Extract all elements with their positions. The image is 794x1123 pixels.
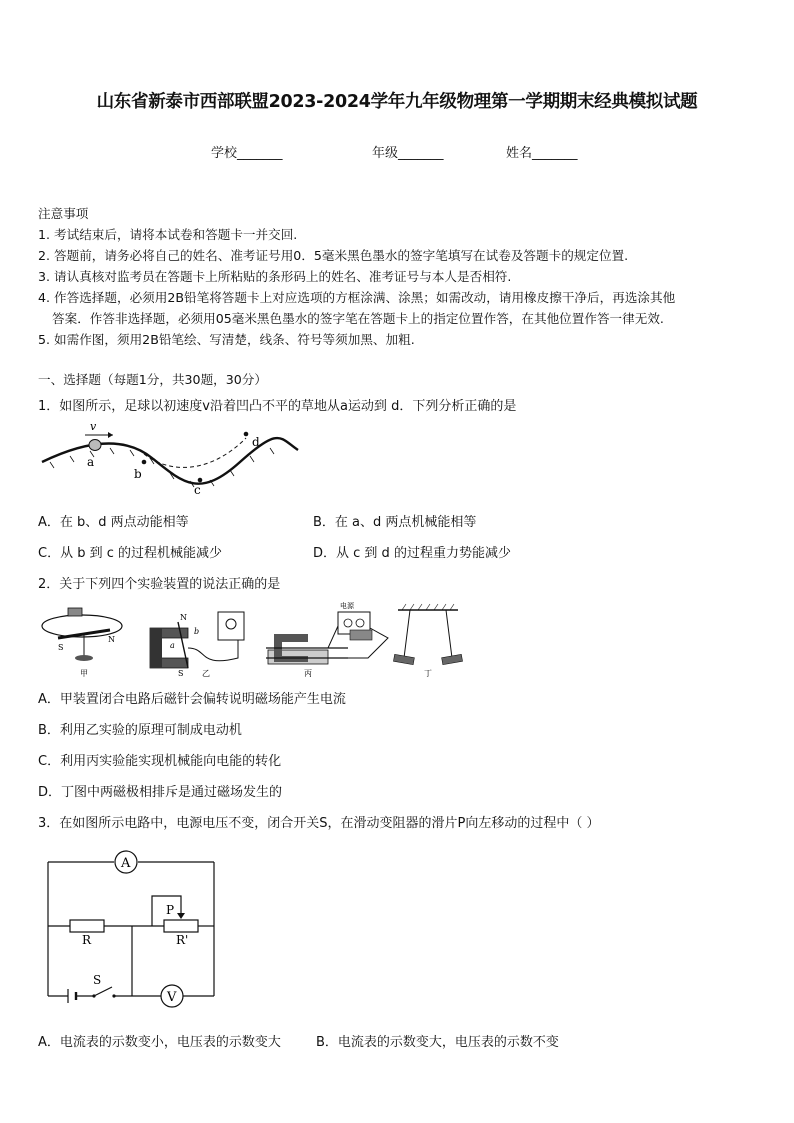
q3-option-b: B．电流表的示数变大，电压表的示数不变: [316, 1035, 559, 1050]
slider-label: P: [166, 903, 175, 917]
label-d: d: [252, 435, 260, 449]
question-3-stem: 3．在如图所示电路中，电源电压不变，闭合开关S，在滑动变阻器的滑片P向左移动的过程中（ ）: [38, 816, 600, 831]
label-n: N: [108, 635, 115, 644]
label-bing: 丙: [304, 669, 312, 678]
school-field: 学校_______: [211, 146, 283, 161]
q2-option-a: A．甲装置闭合电路后磁针会偏转说明磁场能产生电流: [38, 692, 346, 707]
q1-option-d: D．从 c 到 d 的过程重力势能减少: [313, 546, 511, 561]
notice-item: 5. 如需作图，须用2B铅笔绘、写清楚，线条、符号等须加黑、加粗.: [38, 332, 415, 347]
q1-option-a: A．在 b、d 两点动能相等: [38, 515, 189, 530]
switch-label: S: [93, 973, 102, 987]
grade-field: 年级_______: [372, 146, 444, 161]
notice-item: 答案．作答非选择题，必须用05毫米黑色墨水的签字笔在答题卡上的指定位置作答，在其他位置作答一律无效.: [52, 311, 664, 326]
ammeter-label: A: [121, 856, 131, 871]
label-c: c: [194, 483, 201, 497]
label-jia: 甲: [80, 669, 88, 678]
notice-item: 2. 答题前，请务必将自己的姓名、准考证号用0．5毫米黑色墨水的签字笔填写在试卷及答题卡的规定位置.: [38, 248, 629, 263]
q1-figure: [40, 418, 300, 498]
q2-figure: [38, 598, 478, 680]
q2-option-d: D．丁图中两磁极相排斥是通过磁场发生的: [38, 785, 283, 800]
label-yi: 乙: [202, 669, 210, 678]
label-b2: b: [194, 627, 200, 636]
question-1-stem: 1．如图所示，足球以初速度v沿着凹凸不平的草地从a运动到 d．下列分析正确的是: [38, 399, 517, 414]
label-s2: S: [178, 669, 184, 678]
label-a: a: [87, 455, 95, 469]
label-a2: a: [170, 641, 175, 650]
q2-option-c: C．利用丙实验能实现机械能向电能的转化: [38, 754, 282, 769]
notice-item: 3. 请认真核对监考员在答题卡上所粘贴的条形码上的姓名、准考证号与本人是否相符.: [38, 269, 512, 284]
label-b: b: [134, 467, 142, 481]
label-v: v: [90, 420, 97, 433]
notice-item: 1. 考试结束后，请将本试卷和答题卡一并交回.: [38, 227, 298, 242]
q3-circuit: [40, 846, 230, 1008]
resistor-label: R: [82, 933, 92, 947]
page-title: 山东省新泰市西部联盟2023-2024学年九年级物理第一学期期末经典模拟试题: [96, 92, 698, 112]
question-2-stem: 2．关于下列四个实验装置的说法正确的是: [38, 577, 281, 592]
name-field: 姓名_______: [506, 146, 578, 161]
notice-heading: 注意事项: [38, 206, 89, 221]
section-heading: 一、选择题（每题1分，共30题，30分）: [38, 372, 267, 387]
q1-option-b: B．在 a、d 两点机械能相等: [313, 515, 477, 530]
voltmeter-label: V: [167, 990, 177, 1005]
q2-option-b: B．利用乙实验的原理可制成电动机: [38, 723, 242, 738]
notice-item: 4. 作答选择题，必须用2B铅笔将答题卡上对应选项的方框涂满、涂黑；如需改动，请用橡皮擦干净后，再选涂其他: [38, 290, 676, 305]
q3-option-a: A．电流表的示数变小，电压表的示数变大: [38, 1035, 281, 1050]
label-power: 电源: [340, 602, 354, 610]
rheostat-label: R': [176, 933, 189, 947]
label-s: S: [58, 643, 64, 652]
label-ding: 丁: [424, 669, 432, 678]
q1-option-c: C．从 b 到 c 的过程机械能减少: [38, 546, 223, 561]
label-n2: N: [180, 613, 187, 622]
